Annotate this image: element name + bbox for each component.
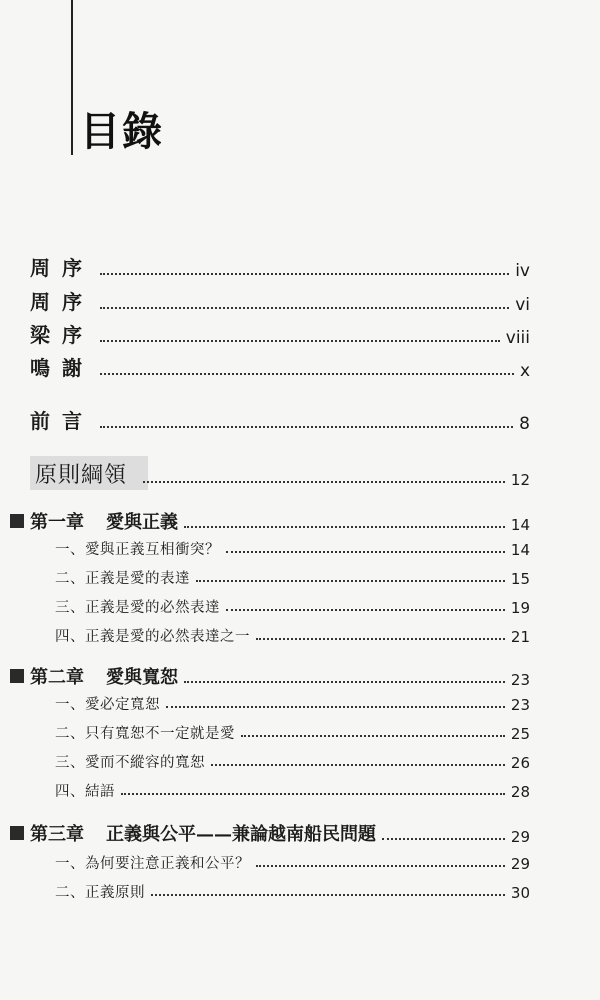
chapter-number: 第一章 xyxy=(30,512,84,533)
entry-page: 29 xyxy=(510,828,530,846)
entry-label: 前言 xyxy=(30,409,94,433)
toc-entry-subsection[interactable] xyxy=(55,780,530,801)
toc-entry-front[interactable] xyxy=(30,352,530,381)
toc-entry-chapter[interactable] xyxy=(10,820,530,846)
bullet-square-icon xyxy=(10,514,24,528)
leader-dots xyxy=(121,793,505,795)
entry-label: 一、愛必定寬恕 xyxy=(55,697,160,713)
leader-dots xyxy=(211,764,505,766)
leader-dots xyxy=(100,340,500,342)
leader-dots xyxy=(226,609,505,611)
chapter-number: 第三章 xyxy=(30,824,84,845)
page-title: 目錄 xyxy=(80,109,164,155)
entry-label: 周序 xyxy=(30,290,94,314)
entry-label: 四、正義是愛的必然表達之一 xyxy=(55,629,250,645)
toc-entry-subsection[interactable] xyxy=(55,881,530,902)
toc-entry-subsection[interactable] xyxy=(55,596,530,617)
entry-label: 一、愛與正義互相衝突？ xyxy=(55,542,220,558)
entry-page: 21 xyxy=(510,628,530,646)
entry-label: 二、正義是愛的表達 xyxy=(55,571,190,587)
entry-page: 30 xyxy=(510,884,530,902)
toc-entry-chapter[interactable] xyxy=(10,508,530,534)
entry-label: 周序 xyxy=(30,256,94,280)
entry-page: 25 xyxy=(510,725,530,743)
leader-dots xyxy=(166,706,505,708)
toc-entry-subsection[interactable] xyxy=(55,852,530,873)
entry-page: viii xyxy=(505,328,530,348)
leader-dots xyxy=(196,580,505,582)
leader-dots xyxy=(241,735,505,737)
entry-page: iv xyxy=(515,261,530,281)
chapter-title: 愛與正義 xyxy=(106,512,178,533)
toc-entry-subsection[interactable] xyxy=(55,722,530,743)
leader-dots xyxy=(100,273,509,275)
leader-dots xyxy=(100,426,513,428)
leader-dots xyxy=(143,481,505,483)
entry-label: 三、正義是愛的必然表達 xyxy=(55,600,220,616)
entry-label: 二、只有寬恕不一定就是愛 xyxy=(55,726,235,742)
toc-entry-subsection[interactable] xyxy=(55,567,530,588)
vertical-rule xyxy=(71,0,73,155)
chapter-title: 正義與公平——兼論越南船民問題 xyxy=(106,824,376,845)
toc-entry-subsection[interactable] xyxy=(55,538,530,559)
entry-page: 19 xyxy=(510,599,530,617)
entry-page: 12 xyxy=(510,471,530,489)
entry-label: 鳴謝 xyxy=(30,356,94,380)
bullet-square-icon xyxy=(10,669,24,683)
entry-page: 26 xyxy=(510,754,530,772)
leader-dots xyxy=(226,551,505,553)
entry-page: 23 xyxy=(510,696,530,714)
chapter-title: 愛與寬恕 xyxy=(106,667,178,688)
leader-dots xyxy=(382,838,505,840)
entry-label: 四、結語 xyxy=(55,784,115,800)
bullet-square-icon xyxy=(10,826,24,840)
entry-page: 14 xyxy=(510,516,530,534)
leader-dots xyxy=(100,307,509,309)
entry-page: x xyxy=(519,361,530,381)
toc-entry-front[interactable] xyxy=(30,405,530,434)
entry-page: 14 xyxy=(510,541,530,559)
leader-dots xyxy=(184,526,505,528)
chapter-number: 第二章 xyxy=(30,667,84,688)
toc-entry-subsection[interactable] xyxy=(55,751,530,772)
entry-label: 梁序 xyxy=(30,323,94,347)
toc-entry-section[interactable] xyxy=(35,458,530,489)
leader-dots xyxy=(184,681,505,683)
toc-entry-front[interactable] xyxy=(30,319,530,348)
entry-page: 15 xyxy=(510,570,530,588)
toc-entry-front[interactable] xyxy=(30,252,530,281)
entry-page: 28 xyxy=(510,783,530,801)
leader-dots xyxy=(256,638,505,640)
toc-entry-chapter[interactable] xyxy=(10,663,530,689)
toc-entry-subsection[interactable] xyxy=(55,625,530,646)
entry-page: 8 xyxy=(519,414,530,434)
entry-label: 三、愛而不縱容的寬恕 xyxy=(55,755,205,771)
entry-page: vi xyxy=(515,295,530,315)
leader-dots xyxy=(256,865,505,867)
entry-label: 一、為何要注意正義和公平？ xyxy=(55,856,250,872)
leader-dots xyxy=(151,894,505,896)
entry-page: 23 xyxy=(510,671,530,689)
entry-page: 29 xyxy=(510,855,530,873)
toc-entry-subsection[interactable] xyxy=(55,693,530,714)
entry-label: 二、正義原則 xyxy=(55,885,145,901)
section-label: 原則綱領 xyxy=(35,463,128,488)
toc-entry-front[interactable] xyxy=(30,286,530,315)
leader-dots xyxy=(100,373,514,375)
